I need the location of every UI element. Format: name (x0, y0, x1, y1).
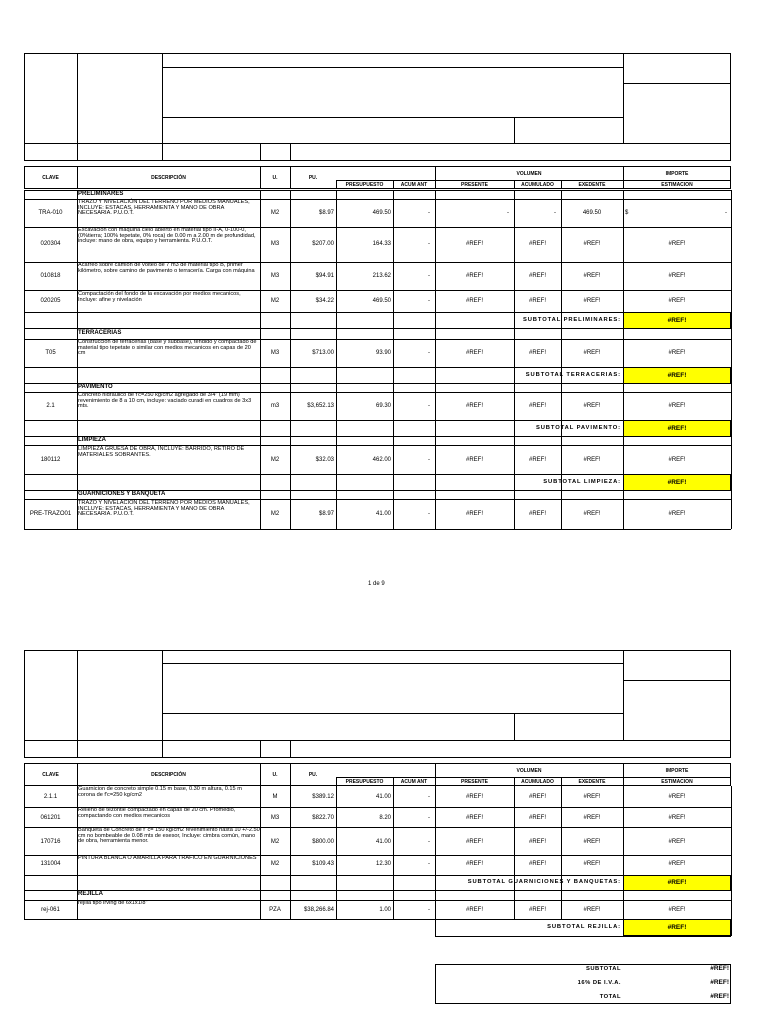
acumant-cell: - (428, 815, 430, 821)
estimacion-sign: $ (625, 210, 629, 216)
clave-cell: T05 (45, 350, 56, 356)
descripcion-header: DESCRIPCIÓN (151, 175, 186, 181)
acumant-cell: - (428, 210, 430, 216)
acumulado-header: ACUMULADO (521, 182, 554, 188)
exedente-cell: #REF! (583, 298, 601, 304)
estimacion-cell: #REF! (668, 861, 686, 867)
exedente-header: EXEDENTE (578, 182, 606, 188)
description-cell: Relleno de tezontle compactado en capas de 20 cm. Promedio, compactando con medios mecanicos (78, 807, 236, 819)
exedente-cell: #REF! (583, 794, 601, 800)
acumulado-cell: #REF! (528, 907, 546, 913)
presupuesto-cell: 41.00 (375, 839, 391, 845)
pu-cell: $800.00 (312, 839, 334, 845)
description-cell: Compactación del fondo de la excavación por medios mecanicos, Incluye: afine y nivelación (78, 291, 241, 303)
acumulado-cell: #REF! (528, 839, 546, 845)
clave-cell: 180112 (40, 457, 61, 463)
presupuesto-cell: 41.00 (375, 794, 391, 800)
exedente-cell: 469.50 (582, 210, 602, 216)
pu-cell: $38,266.84 (303, 907, 334, 913)
presente-cell: #REF! (465, 815, 483, 821)
iva-value: #REF! (710, 979, 729, 986)
clave-cell: 131004 (40, 861, 61, 867)
presupuesto-cell: 69.30 (375, 403, 391, 409)
presupuesto-cell: 93.90 (375, 350, 391, 356)
acumulado-cell: - (554, 210, 556, 216)
importe-header: IMPORTE (665, 768, 689, 774)
subtotal-label: SUBTOTAL PRELIMINARES: (522, 317, 621, 323)
title-block (24, 53, 731, 161)
subtotal-value: #REF! (623, 420, 731, 437)
estimacion-header: ESTIMACION (661, 779, 693, 785)
pu-cell: $207.00 (312, 241, 334, 247)
subtotal-label: SUBTOTAL PAVIMENTO: (535, 425, 621, 431)
estimacion-cell: - (725, 210, 727, 216)
acumant-cell: - (428, 839, 430, 845)
unit-cell: PZA (269, 907, 281, 913)
total-label: TOTAL (599, 994, 621, 1000)
exedente-cell: #REF! (583, 511, 601, 517)
pu-header: PU. (308, 175, 318, 181)
acumulado-cell: #REF! (528, 815, 546, 821)
exedente-cell: #REF! (583, 403, 601, 409)
description-cell: Banqueta de Concreto de f' c= 150 kg/cm2 revenimiento hasta 10 +/-2.50 cm no bombeable de 0.08 mts de esesor, Incluye: cimbra común, mano de obra, herramienta menor. (78, 827, 260, 845)
acumulado-cell: #REF! (528, 241, 546, 247)
presente-cell: #REF! (465, 511, 483, 517)
acumulado-cell: #REF! (528, 273, 546, 279)
estimacion-cell: #REF! (668, 457, 686, 463)
pu-cell: $8.97 (318, 210, 334, 216)
total-value: #REF! (710, 993, 729, 1000)
presupuesto-cell: 41.00 (375, 511, 391, 517)
presente-cell: - (507, 210, 509, 216)
presente-cell: #REF! (465, 861, 483, 867)
pu-cell: $109.43 (312, 861, 334, 867)
estimacion-cell: #REF! (668, 794, 686, 800)
volumen-header: VOLUMEN (516, 768, 542, 774)
pu-cell: $32.03 (315, 457, 334, 463)
pu-cell: $94.91 (315, 273, 334, 279)
subtotal-value: #REF! (623, 367, 731, 384)
acumulado-header: ACUMULADO (521, 779, 554, 785)
pu-cell: $389.12 (312, 794, 334, 800)
acumulado-cell: #REF! (528, 403, 546, 409)
section-preliminares: PRELIMINARES (78, 191, 124, 197)
page-number: 1 de 9 (368, 581, 385, 587)
acumant-cell: - (428, 907, 430, 913)
subtotal-label: SUBTOTAL TERRACERIAS: (525, 372, 621, 378)
exedente-cell: #REF! (583, 839, 601, 845)
acumulado-cell: #REF! (528, 350, 546, 356)
unit-cell: M3 (270, 241, 280, 247)
clave-cell: PRE-TRAZO01 (29, 511, 72, 517)
presente-cell: #REF! (465, 907, 483, 913)
acumant-cell: - (428, 350, 430, 356)
acumant-header: ACUM ANT (400, 779, 428, 785)
clave-header: CLAVE (42, 175, 59, 181)
exedente-cell: #REF! (583, 350, 601, 356)
description-cell: TRAZO Y NIVELACIÓN DEL TERRENO POR MEDIOS MANUALES, INCLUYE: ESTACAS, HERRAMIENTA Y MANO DE OBRA NECESARIA. P.U.O.T. (78, 500, 250, 518)
importe-header: IMPORTE (665, 171, 689, 177)
subtotal-total-label: SUBTOTAL (585, 966, 621, 972)
pu-cell: $3,652.13 (307, 403, 334, 409)
presente-header: PRESENTE (461, 182, 488, 188)
presente-cell: #REF! (465, 457, 483, 463)
subtotal-total-value: #REF! (710, 965, 729, 972)
acumant-cell: - (428, 273, 430, 279)
description-cell: Acarreo sobre camión de volteo de 7 m3 de material tipo B, primer kilómetro, sobre camino de pavimento o terracería. Carga con máquina (78, 262, 255, 274)
subtotal-value: #REF! (623, 474, 731, 491)
section-terracerias: TERRACERIAS (78, 330, 122, 336)
presupuesto-cell: 8.20 (379, 815, 391, 821)
acumulado-cell: #REF! (528, 298, 546, 304)
presente-cell: #REF! (465, 839, 483, 845)
acumant-cell: - (428, 794, 430, 800)
exedente-cell: #REF! (583, 815, 601, 821)
acumant-cell: - (428, 457, 430, 463)
unit-cell: M3 (270, 273, 280, 279)
clave-cell: 061201 (40, 815, 61, 821)
presente-cell: #REF! (465, 273, 483, 279)
estimacion-cell: #REF! (668, 403, 686, 409)
unit-cell: M2 (270, 511, 280, 517)
unit-header: U. (272, 175, 278, 181)
unit-cell: m3 (270, 403, 280, 409)
presupuesto-cell: 469.50 (372, 210, 391, 216)
estimacion-cell: #REF! (668, 298, 686, 304)
title-block (24, 650, 731, 758)
subtotal-value: #REF! (623, 312, 731, 329)
pu-cell: $713.00 (312, 350, 334, 356)
presente-cell: #REF! (465, 350, 483, 356)
exedente-cell: #REF! (583, 273, 601, 279)
pu-cell: $8.97 (318, 511, 334, 517)
unit-cell: M3 (270, 350, 280, 356)
unit-cell: M (272, 794, 278, 800)
estimacion-cell: #REF! (668, 839, 686, 845)
presupuesto-cell: 12.30 (375, 861, 391, 867)
description-cell: rejilla tipo irving de 6x1x1/8" (78, 900, 148, 906)
presupuesto-header: PRESUPUESTO (345, 779, 384, 785)
description-cell: Concreto hidráulico de f'c=250 kg/cm2 agregado de 3/4" (19 mm) revenimiento de 8 a 10 cm, incluye: vaciado curadi en cuadros de 3x3 mts. (78, 392, 252, 410)
clave-cell: 020205 (40, 298, 61, 304)
estimacion-cell: #REF! (668, 815, 686, 821)
clave-cell: 010818 (40, 273, 61, 279)
description-cell: Excavación con máquina cielo abierto en material tipo II-A, 0-100-0, (0%tierra; 100% tepetate, 0% roca) de 0.00 m a 2.00 m de profundidad, incluye: mano de obra, equipo y herramienta. P.U.O.T. (78, 227, 256, 245)
iva-label: 16% DE I.V.A. (577, 980, 621, 986)
clave-cell: rej-061 (41, 907, 60, 913)
estimacion-header: ESTIMACION (661, 182, 693, 188)
clave-cell: TRA-010 (38, 210, 63, 216)
pu-header: PU. (308, 772, 318, 778)
description-cell: Guarnicion de concreto simple 0.15 m base, 0.30 m altura, 0.15 m corona de f'c=250 kg/cm2 (78, 786, 242, 798)
section-guarniciones: GUARNICIONES Y BANQUETA (78, 491, 166, 497)
unit-cell: M2 (270, 298, 280, 304)
acumant-cell: - (428, 241, 430, 247)
clave-cell: 2.1 (46, 403, 55, 409)
exedente-cell: #REF! (583, 861, 601, 867)
presupuesto-cell: 469.50 (372, 298, 391, 304)
section-pavimento: PAVIMENTO (78, 384, 113, 390)
subtotal-value: #REF! (623, 875, 731, 891)
acumant-cell: - (428, 403, 430, 409)
presupuesto-cell: 213.62 (372, 273, 391, 279)
subtotal-label: SUBTOTAL LIMPIEZA: (543, 479, 621, 485)
estimacion-cell: #REF! (668, 511, 686, 517)
presente-header: PRESENTE (461, 779, 488, 785)
exedente-cell: #REF! (583, 907, 601, 913)
unit-cell: M2 (270, 861, 280, 867)
exedente-cell: #REF! (583, 241, 601, 247)
presupuesto-cell: 462.00 (372, 457, 391, 463)
acumant-cell: - (428, 298, 430, 304)
acumulado-cell: #REF! (528, 861, 546, 867)
clave-cell: 2.1.1 (43, 794, 58, 800)
presente-cell: #REF! (465, 403, 483, 409)
description-cell: PINTURA BLANCA O AMARILLA PARA TRAFICO EN GUARNICIONES (78, 855, 257, 861)
pu-cell: $34.22 (315, 298, 334, 304)
clave-header: CLAVE (42, 772, 59, 778)
section-limpieza: LIMPIEZA (78, 437, 106, 443)
acumulado-cell: #REF! (528, 794, 546, 800)
presupuesto-cell: 164.33 (372, 241, 391, 247)
subtotal-label: SUBTOTAL GUARNICIONES Y BANQUETAS: (467, 879, 621, 885)
description-cell: LIMPIEZA GRUESA DE OBRA, INCLUYE: BARRIDO, RETIRO DE MATERIALES SOBRANTES. (78, 446, 245, 458)
presente-cell: #REF! (465, 241, 483, 247)
estimacion-cell: #REF! (668, 273, 686, 279)
acumulado-cell: #REF! (528, 457, 546, 463)
presupuesto-cell: 1.00 (379, 907, 391, 913)
presupuesto-header: PRESUPUESTO (345, 182, 384, 188)
description-cell: TRAZO Y NIVELACIÓN DEL TERRENO POR MEDIOS MANUALES, INCLUYE: ESTACAS, HERRAMIENTA Y MANO DE OBRA NECESARIA. P.U.O.T. (78, 199, 250, 217)
acumulado-cell: #REF! (528, 511, 546, 517)
estimacion-cell: #REF! (668, 241, 686, 247)
estimacion-cell: #REF! (668, 907, 686, 913)
clave-cell: 170716 (40, 839, 61, 845)
unit-cell: M2 (270, 457, 280, 463)
unit-cell: M2 (270, 210, 280, 216)
subtotal-label: SUBTOTAL REJILLA: (547, 924, 621, 930)
unit-cell: M3 (270, 815, 280, 821)
pu-cell: $822.70 (312, 815, 334, 821)
descripcion-header: DESCRIPCIÓN (151, 772, 186, 778)
acumant-header: ACUM ANT (400, 182, 428, 188)
presente-cell: #REF! (465, 794, 483, 800)
unit-cell: M2 (270, 839, 280, 845)
acumant-cell: - (428, 511, 430, 517)
clave-cell: 020304 (40, 241, 61, 247)
exedente-header: EXEDENTE (578, 779, 606, 785)
presente-cell: #REF! (465, 298, 483, 304)
unit-header: U. (272, 772, 278, 778)
estimacion-cell: #REF! (668, 350, 686, 356)
section-rejilla: REJILLA (78, 891, 104, 897)
volumen-header: VOLUMEN (516, 171, 542, 177)
description-cell: Construcción de terracerias (base y subbase), tendido y compactado de material tipo tepetate o similar con medios mecanicos en capas de 20 cm (78, 339, 257, 357)
subtotal-value: #REF! (623, 919, 731, 936)
exedente-cell: #REF! (583, 457, 601, 463)
acumant-cell: - (428, 861, 430, 867)
